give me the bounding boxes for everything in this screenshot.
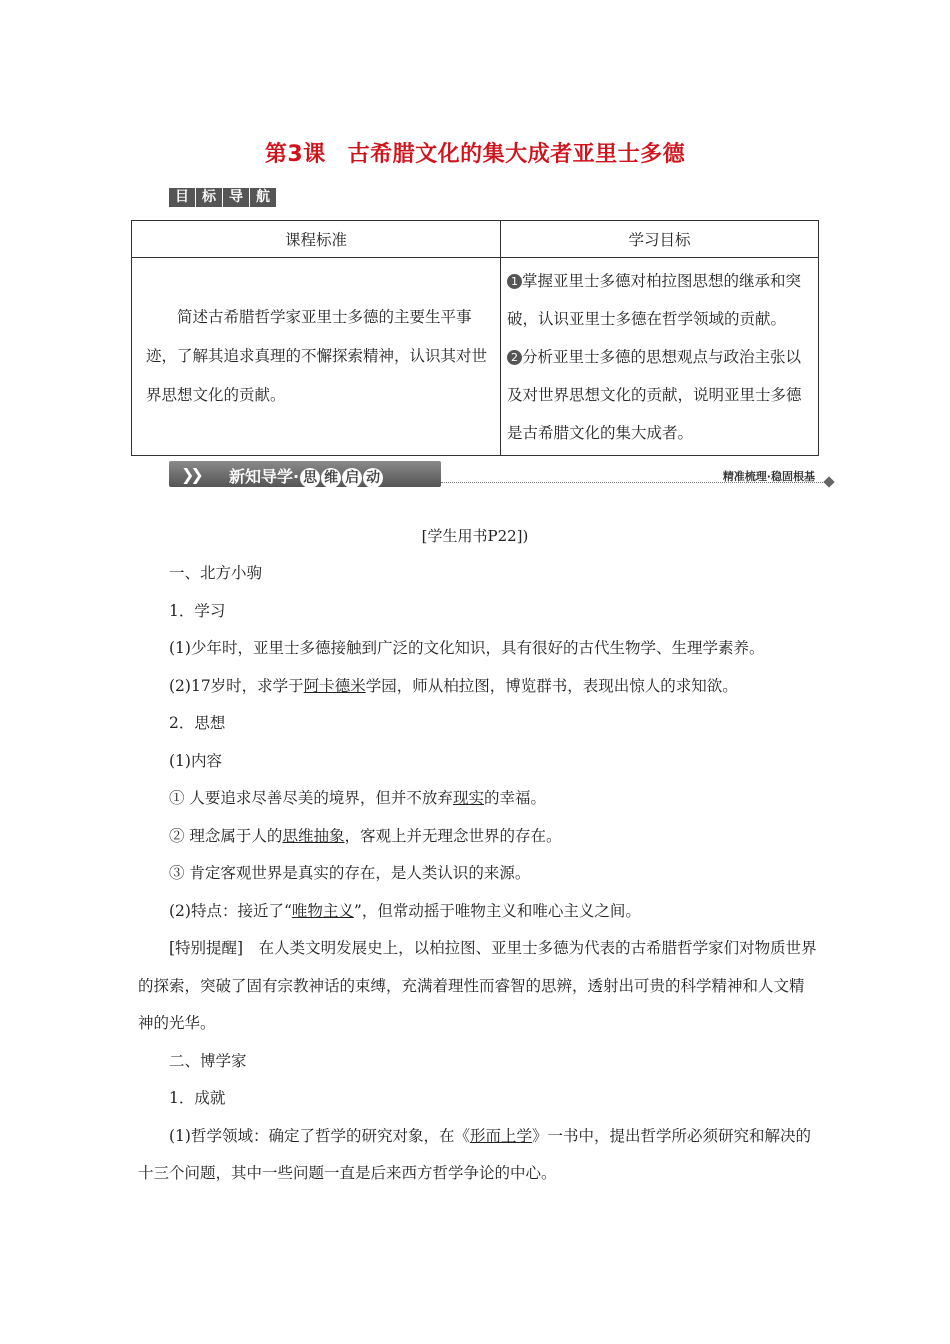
subsection-heading: 1．成就 xyxy=(169,1089,226,1107)
key-term: 唯物主义 xyxy=(291,901,354,920)
content-line: (2)特点：接近了“唯物主义”，但常动摇于唯物主义和唯心主义之间。 xyxy=(169,901,641,920)
header-standard: 课程标准 xyxy=(132,221,501,258)
lesson-number: 第3课 xyxy=(264,142,326,167)
book-reference: [学生用书P22]) xyxy=(421,527,529,545)
double-chevron-icon: ❯❯ xyxy=(181,465,200,484)
banner-circle-char: 动 xyxy=(363,468,383,488)
standard-text: 简述古希腊哲学家亚里士多德的主要生平事迹，了解其追求真理的不懈探索精神，认识其对世界思想文化的贡献。 xyxy=(146,308,488,404)
diamond-icon xyxy=(823,476,834,487)
special-reminder: [特别提醒] 在人类文明发展史上，以柏拉图、亚里士多德为代表的古希腊哲学家们对物质世界的探索，突破了固有宗教神话的束缚，充满着理性而睿智的思辨，透射出可贵的科学精神和人文精神的光华。 xyxy=(138,939,817,1032)
subsection-heading: 1．学习 xyxy=(169,601,226,620)
banner-circle-char: 启 xyxy=(342,468,362,488)
objective-text: 掌握亚里士多德对柏拉图思想的继承和突破，认识亚里士多德在哲学领域的贡献。 xyxy=(507,271,802,328)
standard-cell xyxy=(132,258,501,456)
goal-navigation-label xyxy=(169,188,276,207)
objective-text: 分析亚里士多德的思想观点与政治主张以及对世界思想文化的贡献，说明亚里士多德是古希腊文化的集大成者。 xyxy=(507,347,802,442)
objective-number: 2 xyxy=(507,350,522,365)
key-term: 阿卡德米 xyxy=(303,676,366,695)
banner-circle-char: 维 xyxy=(321,468,341,488)
content-line: (2)17岁时，求学于阿卡德米学园，师从柏拉图，博览群书，表现出惊人的求知欲。 xyxy=(169,676,738,695)
section-heading: 二、博学家 xyxy=(169,1051,247,1070)
section-banner xyxy=(169,461,837,491)
objective-item xyxy=(507,262,808,338)
lesson-name: 古希腊文化的集大成者亚里士多德 xyxy=(347,142,686,167)
content-line: ③ 肯定客观世界是真实的存在，是人类认识的来源。 xyxy=(169,864,531,882)
goals-table xyxy=(131,220,819,456)
section-heading: 一、北方小驹 xyxy=(169,564,263,582)
banner-title xyxy=(229,464,383,488)
lesson-content xyxy=(138,555,818,1193)
content-line: (1)少年时，亚里士多德接触到广泛的文化知识，具有很好的古代生物学、生理学素养。 xyxy=(169,639,765,657)
nav-char: 航 xyxy=(250,188,276,207)
key-term: 形而上学 xyxy=(469,1126,532,1145)
objective-item xyxy=(507,338,808,452)
nav-char: 导 xyxy=(223,188,249,207)
objectives-cell xyxy=(501,258,819,456)
content-line: (1)内容 xyxy=(169,751,222,770)
nav-char: 标 xyxy=(196,188,222,207)
content-line: (1)哲学领域：确定了哲学的研究对象，在《形而上学》一书中，提出哲学所必须研究和解决的十三个问题，其中一些问题一直是后来西方哲学争论的中心。 xyxy=(138,1126,811,1182)
nav-char: 目 xyxy=(169,188,195,207)
objective-number: 1 xyxy=(507,274,522,289)
banner-subtitle: 精准梳理·稳固根基 xyxy=(722,470,815,483)
lesson-title xyxy=(0,137,950,168)
content-line: ① 人要追求尽善尽美的境界，但并不放弃现实的幸福。 xyxy=(169,789,546,807)
banner-title-text: 新知导学· xyxy=(229,467,300,486)
header-objectives: 学习目标 xyxy=(501,221,819,258)
subsection-heading: 2．思想 xyxy=(169,714,226,732)
banner-circle-char: 思 xyxy=(300,468,320,488)
content-line: ② 理念属于人的思维抽象，客观上并无理念世界的存在。 xyxy=(169,826,562,845)
key-term: 思维抽象 xyxy=(282,826,345,845)
key-term: 现实 xyxy=(452,789,484,807)
